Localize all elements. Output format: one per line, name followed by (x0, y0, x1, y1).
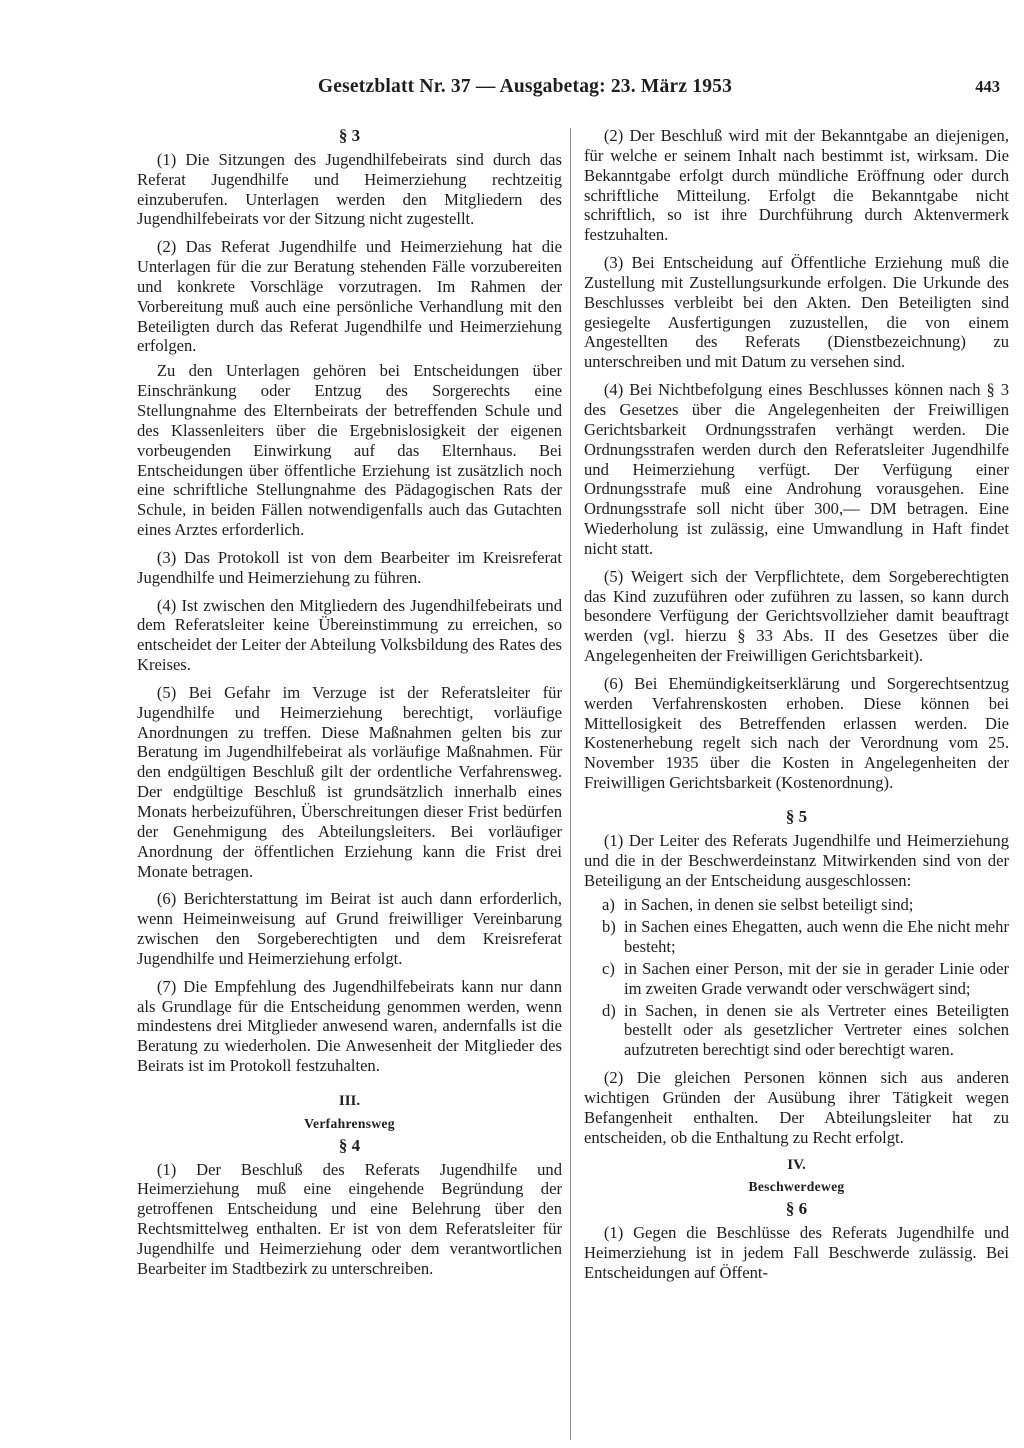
part-number: III. (338, 1092, 361, 1109)
paragraph: (1) Der Beschluß des Referats Jugendhilfe und Heimerziehung muß eine eingehende Begründung der getroffenen Entscheidung und eine Belehrung über den Rechtsmittelweg enthalten. Er ist von dem Referatsleiter für Jugendhilfe und Heimerziehung oder dem verantwortlichen Bearbeiter im Stadtbezirk zu unterschreiben. (137, 1159, 562, 1278)
page-number: 443 (975, 77, 1000, 96)
list-item (584, 959, 1009, 999)
list-letter: b) (602, 917, 616, 937)
paragraph: (5) Weigert sich der Verpflichtete, dem Sorgeberechtigten das Kind zuzuführen oder zuführen zu lassen, so kann durch besondere Verfügung der Gerichtsvollzieher damit beauftragt werden (vgl. hierzu § 33 Abs. II des Gesetzes über die Angelegenheiten der Freiwilligen Gerichtsbarkeit). (584, 566, 1009, 666)
part-number: IV. (787, 1156, 806, 1173)
paragraph: (1) Die Sitzungen des Jugendhilfebeirats sind durch das Referat Jugendhilfe und Heimerziehung rechtzeitig einzuberufen. Unterlagen werden den Mitgliedern des Jugendhilfebeirats vor der Sitzung nicht zugestellt. (137, 149, 562, 229)
part-title: Verfahrensweg (304, 1115, 395, 1131)
part-title: Beschwerdeweg (748, 1179, 845, 1195)
list-item (584, 917, 1009, 957)
exclusion-list (584, 895, 1009, 1060)
paragraph: (7) Die Empfehlung des Jugendhilfebeirats kann nur dann als Grundlage für die Entscheidung genommen werden, wenn mindestens drei Mitglieder anwesend waren, andernfalls ist die Beratung zu wiederholen. Die Anwesenheit der Mitglieder des Beirats ist im Protokoll festzuhalten. (137, 976, 562, 1076)
paragraph: (2) Der Beschluß wird mit der Bekanntgabe an diejenigen, für welche er seinem Inhalt nach bestimmt ist, wirksam. Die Bekanntgabe erfolgt durch mündliche Eröffnung oder durch schriftliche Mitteilung. Erfolgt die Bekanntgabe nicht schriftlich, so ist ihre Durchführung durch Aktenvermerk festzuhalten. (584, 126, 1009, 245)
section-heading-3: § 3 (338, 126, 361, 145)
list-letter: a) (602, 895, 615, 915)
section-heading-5: § 5 (785, 807, 808, 826)
column-divider (570, 128, 571, 1440)
list-text: in Sachen einer Person, mit der sie in gerader Linie oder im zweiten Grade verwandt oder verschwägert sind; (624, 958, 1009, 998)
list-letter: c) (602, 958, 615, 978)
section-heading-6: § 6 (785, 1199, 808, 1219)
paragraph: (5) Bei Gefahr im Verzuge ist der Referatsleiter für Jugendhilfe und Heimerziehung berechtigt, vorläufige Anordnungen zu treffen. Diese Maßnahmen gelten bis zur Beratung im Jugendhilfebeirat als vorläufige Maßnahmen. Für den endgültigen Beschluß gilt der ordentliche Verfahrensweg. Der endgültige Beschluß ist grundsätzlich innerhalb eines Monats herbeizuführen, Überschreitungen dieser Frist bedürfen der Genehmigung des Abteilungsleiters. Bei vorläufiger Anordnung der öffentlichen Erziehung kann die Frist drei Monate betragen. (137, 682, 562, 881)
list-text: in Sachen eines Ehegatten, auch wenn die Ehe nicht mehr besteht; (624, 917, 1009, 957)
paragraph: (2) Die gleichen Personen können sich aus anderen wichtigen Gründen der Ausübung ihrer Tätigkeit wegen Befangenheit enthalten. Der Abteilungsleiter hat zu entscheiden, ob die Enthaltung zu Recht erfolgt. (584, 1068, 1009, 1147)
list-text: in Sachen, in denen sie selbst beteiligt sind; (624, 895, 914, 915)
paragraph: (3) Bei Entscheidung auf Öffentliche Erziehung muß die Zustellung mit Zustellungsurkunde erfolgen. Die Urkunde des Beschlusses verbleibt bei den Akten. Den Beteiligten sind gesiegelte Ausfertigungen zuzustellen, die von einem Angestellten des Referats (Dienstbezeichnung) zu unterschreiben und mit Datum zu versehen sind. (584, 253, 1009, 372)
paragraph: (1) Der Leiter des Referats Jugendhilfe und Heimerziehung und die in der Beschwerdeinstanz Mitwirkenden sind von der Beteiligung an der Entscheidung ausgeschlossen: (584, 830, 1009, 890)
paragraph: Zu den Unterlagen gehören bei Entscheidungen über Einschränkung oder Entzug des Sorgerechts eine Stellungnahme des Elternbeirats der betreffenden Schule und des Klassenleiters über die Ergebnislosigkeit der eigenen vorbeugenden Einwirkung auf das Elternhaus. Bei Entscheidungen über öffentliche Erziehung ist zusätzlich noch eine schriftliche Stellungnahme des Pädagogischen Rats der Schule, in beiden Fällen notwendigenfalls auch das Gutachten eines Arztes erforderlich. (137, 361, 562, 540)
list-letter: d) (602, 1000, 616, 1020)
left-column (137, 126, 562, 1287)
paragraph: (6) Berichterstattung im Beirat ist auch dann erforderlich, wenn Heimeinweisung auf Grund freiwilliger Vereinbarung zwischen den Sorgeberechtigten und dem Kreisreferat Jugendhilfe und Heimerziehung erfolgt. (137, 889, 562, 968)
paragraph: (1) Gegen die Beschlüsse des Referats Jugendhilfe und Heimerziehung ist in jedem Fall Beschwerde zulässig. Bei Entscheidungen auf Öffent- (584, 1223, 1009, 1282)
paragraph: (6) Bei Ehemündigkeitserklärung und Sorgerechtsentzug werden Verfahrenskosten erhoben. Diese können bei Mittellosigkeit des Betreffenden erlassen werden. Die Kostenerhebung regelt sich nach der Verordnung vom 25. November 1935 über die Kosten in Angelegenheiten der Freiwilligen Gerichtsbarkeit (Kostenordnung). (584, 673, 1009, 793)
list-item (584, 895, 1009, 915)
list-item (584, 1001, 1009, 1061)
paragraph: (2) Das Referat Jugendhilfe und Heimerziehung hat die Unterlagen für die zur Beratung stehenden Fälle vorzubereiten und konkrete Vorschläge vorzutragen. Im Rahmen der Vorbereitung muß auch eine persönliche Verhandlung mit den Beteiligten durch das Referat Jugendhilfe und Heimerziehung erfolgen. (137, 237, 562, 356)
header-title: Gesetzblatt Nr. 37 — Ausgabetag: 23. März 1953 (317, 76, 733, 97)
right-column (584, 126, 1009, 1291)
paragraph: (4) Bei Nichtbefolgung eines Beschlusses können nach § 3 des Gesetzes über die Angelegenheiten der Freiwilligen Gerichtsbarkeit Ordnungsstrafen verhängt werden. Die Ordnungsstrafen werden durch den Referatsleiter Jugendhilfe und Heimerziehung verfügt. Der Verfügung einer Ordnungsstrafe muß eine Androhung vorausgehen. Eine Ordnungsstrafe soll nicht über 300,— DM betragen. Eine Wiederholung ist zulässig, eine Umwandlung in Haft findet nicht statt. (584, 380, 1009, 558)
paragraph: (3) Das Protokoll ist von dem Bearbeiter im Kreisreferat Jugendhilfe und Heimerziehung zu führen. (137, 547, 562, 587)
page-header (40, 76, 1010, 102)
list-text: in Sachen, in denen sie als Vertreter eines Beteiligten bestellt oder als gesetzlicher Vertreter eines solchen aufzutreten berechtigt sind oder berechtigt waren. (624, 1000, 1009, 1060)
section-heading-4: § 4 (338, 1135, 361, 1155)
paragraph: (4) Ist zwischen den Mitgliedern des Jugendhilfebeirats und dem Referatsleiter keine Übereinstimmung zu erreichen, so entscheidet der Leiter der Abteilung Volksbildung des Rates des Kreises. (137, 595, 562, 675)
